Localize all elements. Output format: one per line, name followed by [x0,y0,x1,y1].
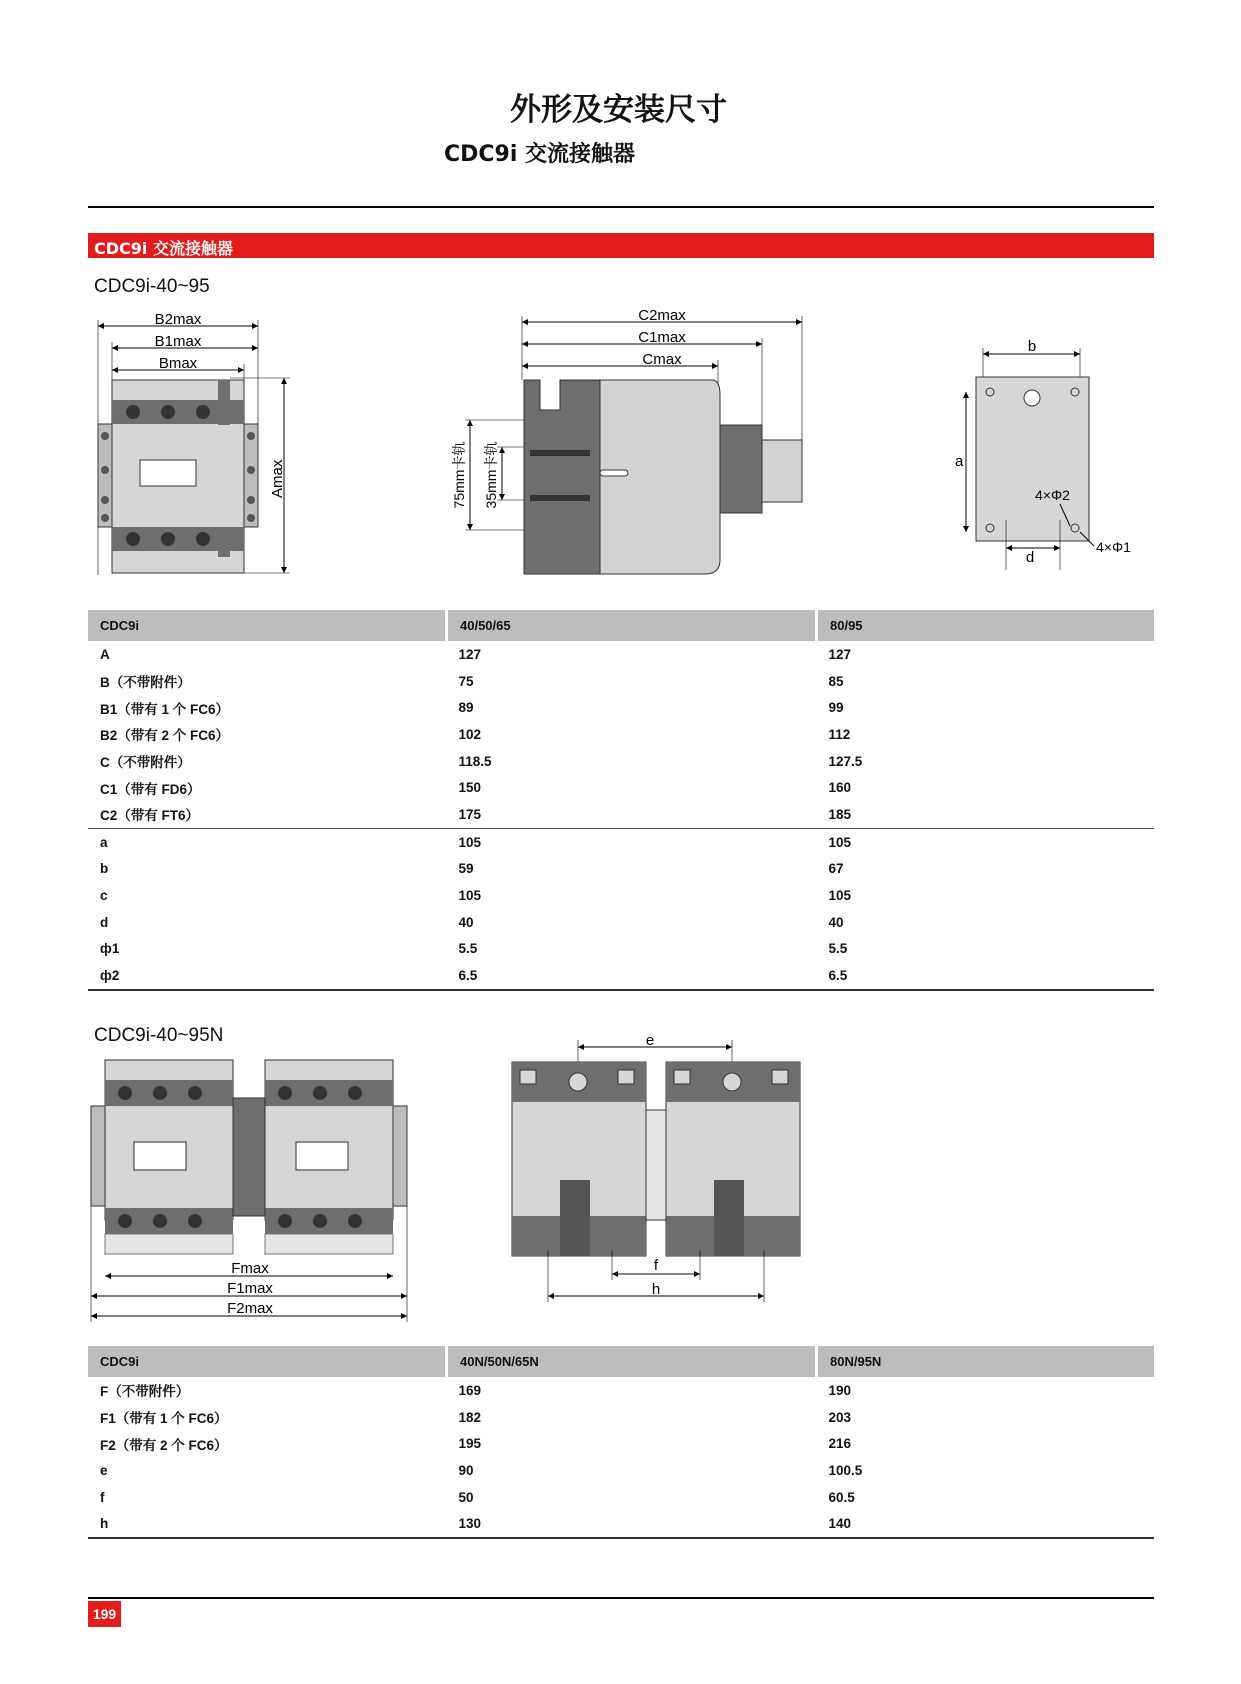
table-cell: b [100,861,109,877]
table-cell: 105 [447,828,817,855]
table-cell: 130 [447,1510,817,1538]
rail35-label: 35mm卡轨 [483,441,499,509]
section1-heading: CDC9i-40~95 [94,276,210,297]
table-cell: C1（带有 FD6） [100,781,201,797]
table-cell: 6.5 [817,962,1155,990]
b-label: b [1027,338,1037,355]
section-bar-label: CDC9i 交流接触器 [94,239,233,258]
table-header-row [88,610,1154,641]
table-row [88,909,1154,936]
table-cell: 140 [817,1510,1155,1538]
table-header-cell: CDC9i [88,1346,447,1377]
table-cell: 85 [828,673,844,689]
table-cell: 127 [458,646,482,662]
d-label: d [1025,549,1035,566]
front-view-drawing [98,311,290,575]
amax-label: Amax [269,459,286,498]
bmax-label: Bmax [158,355,198,372]
table-cell: 169 [458,1382,482,1398]
table-cell: c [100,888,108,904]
a-label: a [955,453,964,470]
table-row [88,882,1154,909]
table-cell: 6.5 [447,962,817,990]
table-cell: C（不带附件） [100,755,191,771]
spec-table-1 [88,610,1154,991]
rail75-label: 75mm卡轨 [451,441,467,509]
table-cell: e [100,1462,108,1478]
section2-heading: CDC9i-40~95N [94,1025,224,1046]
table-cell: 127.5 [828,753,863,769]
table-cell: 100.5 [828,1462,863,1478]
table-cell: 60.5 [828,1489,855,1505]
table-cell: 5.5 [458,941,478,957]
table-row [88,641,1154,668]
table-cell: 40 [458,914,474,930]
h-label: h [651,1281,661,1298]
table-cell: 182 [458,1409,482,1425]
table-cell: F2（带有 2 个 FC6） [100,1437,228,1453]
table-cell: a [88,828,447,855]
table-cell: 160 [828,780,852,796]
table-row [88,748,1154,775]
table-header-cell: CDC9i [88,610,447,641]
table-cell: f [100,1489,105,1505]
table-cell: F1（带有 1 个 FC6） [100,1411,228,1427]
table-row [88,856,1154,883]
table-header-cell: 80N/95N [817,1346,1155,1377]
table-row [88,694,1154,721]
table-row [88,721,1154,748]
f-label: f [653,1257,659,1274]
table-cell: 102 [458,726,482,742]
table-header-cell: 40N/50N/65N [447,1346,817,1377]
table-row [88,1510,1154,1538]
page-title: 外形及安装尺寸 [510,92,727,128]
table-cell: 75 [458,673,474,689]
mounting-view-drawing [955,338,1131,570]
f1max-label: F1max [227,1280,273,1297]
table-cell: 105 [828,888,852,904]
phi1-label: 4×Φ1 [1096,539,1131,555]
table-cell: 40 [828,914,844,930]
phi2-label: 4×Φ2 [1035,487,1070,503]
table-cell: 5.5 [828,941,848,957]
table-cell: 67 [828,861,844,877]
table-cell: 175 [458,806,482,822]
table-cell: 118.5 [458,753,492,769]
table-row [88,1457,1154,1484]
spec-table-2 [88,1346,1154,1539]
table-cell: ф2 [88,962,447,990]
table-cell: 150 [458,780,482,796]
table-cell: 203 [828,1409,852,1425]
b1max-label: B1max [154,333,202,350]
table-row [88,774,1154,801]
f2max-label: F2max [227,1300,273,1317]
table-cell: 50 [458,1489,474,1505]
table-cell: h [88,1510,447,1538]
fmax-label: Fmax [231,1260,269,1277]
table-cell: 105 [458,888,482,904]
side-view-drawing [451,307,802,574]
table-cell: d [100,914,109,930]
table-cell: C2（带有 FT6） [100,808,200,824]
cmax-label: Cmax [642,351,682,368]
page-subtitle: CDC9i 交流接触器 [444,142,636,167]
e-label: e [645,1032,655,1049]
table-cell: 59 [458,861,474,877]
footer-divider [88,1597,1154,1599]
table-row [88,1377,1154,1404]
b2max-label: B2max [154,311,202,328]
table-cell: 216 [828,1436,852,1452]
c2max-label: C2max [638,307,686,324]
table-cell: A [100,646,110,662]
table-cell: 190 [828,1382,852,1398]
table-cell: 195 [458,1436,482,1452]
n-mounting-view-drawing [512,1032,800,1302]
n-front-view-drawing [91,1060,407,1322]
table-header-cell: 80/95 [817,610,1155,641]
table-cell: B1（带有 1 个 FC6） [100,701,230,717]
table-row [88,1484,1154,1511]
table-header-cell: 40/50/65 [447,610,817,641]
table-row [88,668,1154,695]
table-cell: 90 [458,1462,474,1478]
table-row [88,936,1154,963]
page-number: 199 [88,1601,121,1627]
table-cell: 112 [828,726,851,742]
table-cell: ф1 [100,941,120,957]
table-cell: 127 [828,646,852,662]
table-header-row [88,1346,1154,1377]
table-cell: 99 [828,700,844,716]
c1max-label: C1max [638,329,686,346]
table-cell: F（不带附件） [100,1384,190,1400]
table-row [88,1430,1154,1457]
table-row [88,962,1154,990]
table-cell: B（不带附件） [100,675,191,691]
table-cell: 105 [817,828,1155,855]
table-cell: 185 [828,806,852,822]
table-row [88,1404,1154,1431]
table-row [88,828,1154,855]
table-row [88,801,1154,828]
table-cell: 89 [458,700,474,716]
table-cell: B2（带有 2 个 FC6） [100,728,230,744]
